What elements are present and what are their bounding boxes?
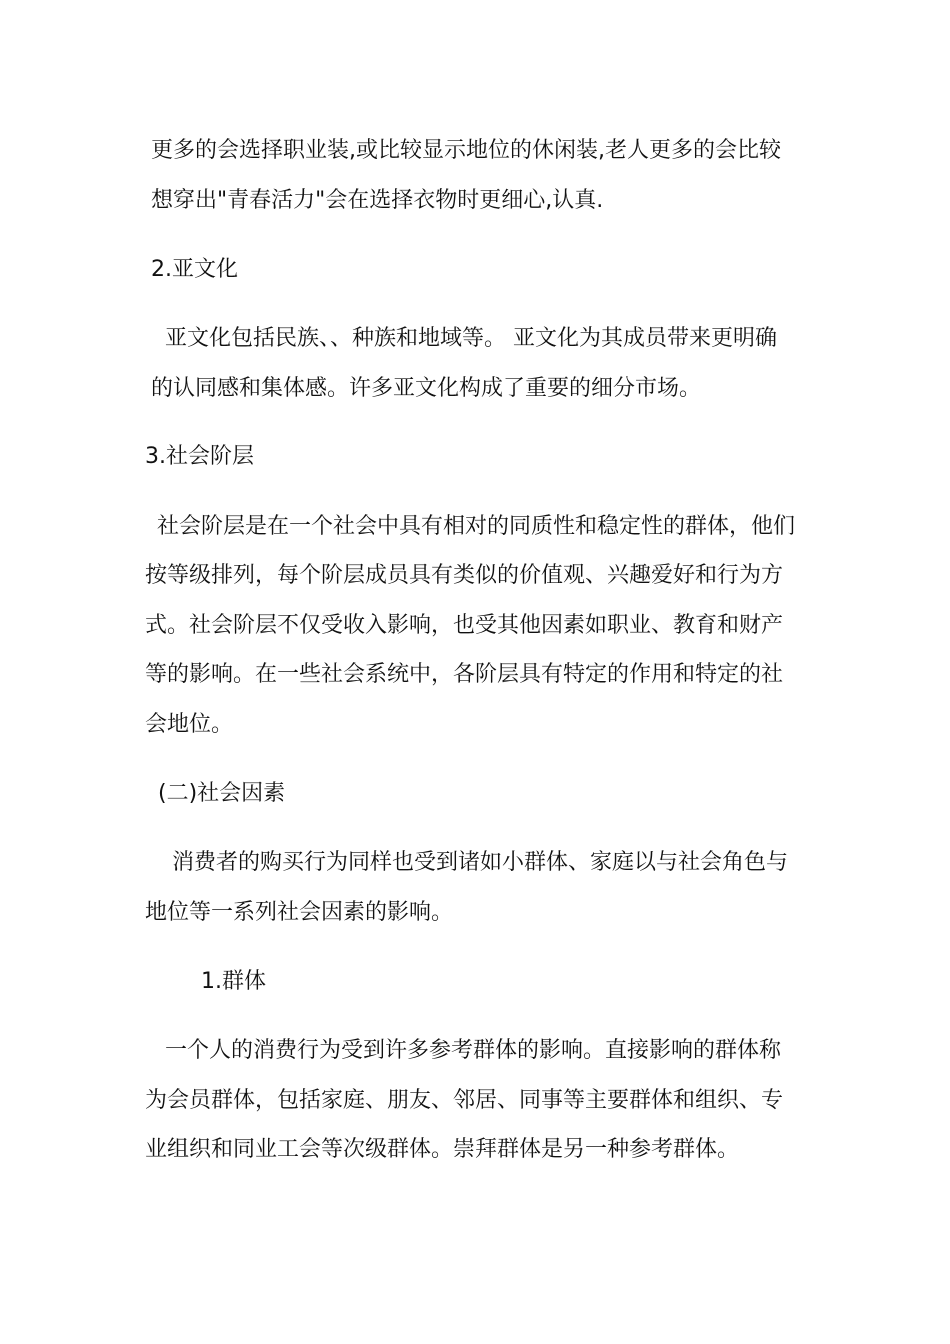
text-line: 的认同感和集体感。许多亚文化构成了重要的细分市场。	[151, 376, 702, 401]
text-line: 等的影响。在一些社会系统中，各阶层具有特定的作用和特定的社	[145, 662, 784, 687]
text-line: 按等级排列，每个阶层成员具有类似的价值观、兴趣爱好和行为方	[145, 563, 784, 588]
text-line: 想穿出"青春活力"会在选择衣物时更细心,认真.	[151, 188, 604, 213]
text-line: 为会员群体，包括家庭、朋友、邻居、同事等主要群体和组织、专	[145, 1088, 784, 1113]
heading-groups: 1.群体	[201, 969, 266, 994]
text-line: 消费者的购买行为同样也受到诸如小群体、家庭以与社会角色与	[172, 850, 789, 875]
heading-social-factors: (二)社会因素	[158, 781, 286, 806]
text-line: 地位等一系列社会因素的影响。	[145, 900, 454, 925]
text-line: 业组织和同业工会等次级群体。崇拜群体是另一种参考群体。	[145, 1137, 740, 1162]
text-line: 式。社会阶层不仅受收入影响，也受其他因素如职业、教育和财产	[145, 613, 784, 638]
text-line: 会地位。	[145, 712, 234, 737]
text-line: 一个人的消费行为受到许多参考群体的影响。直接影响的群体称	[165, 1038, 782, 1063]
heading-social-class: 3.社会阶层	[145, 444, 254, 469]
heading-subculture: 2.亚文化	[151, 257, 238, 282]
text-line: 更多的会选择职业装,或比较显示地位的休闲装,老人更多的会比较	[151, 138, 781, 163]
text-line: 亚文化包括民族、、种族和地域等。 亚文化为其成员带来更明确	[165, 326, 777, 351]
text-line: 社会阶层是在一个社会中具有相对的同质性和稳定性的群体，他们	[157, 514, 796, 539]
